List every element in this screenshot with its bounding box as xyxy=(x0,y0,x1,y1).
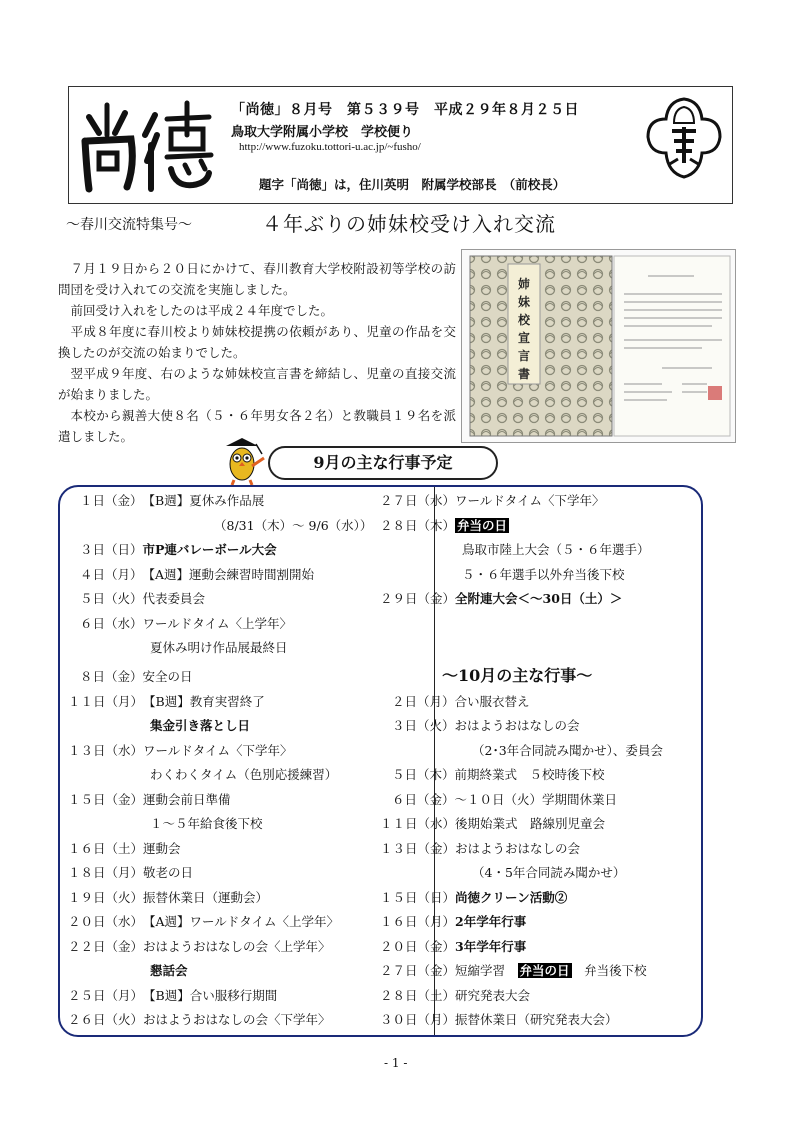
event-row: ２６日（火）おはようおはなしの会〈下学年〉 xyxy=(68,1012,331,1027)
event-row: １９日（火）振替休業日（運動会） xyxy=(68,890,269,905)
photo-label-char: 言 xyxy=(517,349,531,363)
event-row: ８日（金）安全の日 xyxy=(80,669,193,684)
event-row: （2･3年合同読み聞かせ）、委員会 xyxy=(472,743,663,758)
event-row: ２８日（木） 弁当の日 xyxy=(380,518,508,533)
event-row: ２０日（水）【A週】ワールドタイム〈上学年〉 xyxy=(68,914,340,929)
event-row: ２９日（金）全附連大会＜～30日（土）＞ xyxy=(380,591,623,606)
issue-info: 「尚徳」８月号 第５３９号 平成２９年８月２５日 xyxy=(231,102,579,118)
title-credit: 題字「尚徳」は，住川英明 附属学校部長 （前校長） xyxy=(259,177,566,192)
event-schedule xyxy=(58,485,703,1037)
event-row: ２７日（金）短縮学習 弁当の日 弁当後下校 xyxy=(380,963,647,978)
event-row: ３０日（月）振替休業日（研究発表大会） xyxy=(380,1012,618,1027)
newsletter-header xyxy=(68,86,733,204)
event-row: １６日（月）2年学年行事 xyxy=(380,914,527,929)
event-row: １日（金）【B週】夏休み作品展 xyxy=(80,493,265,508)
article-headline: ４年ぶりの姉妹校受け入れ交流 xyxy=(262,212,556,236)
article-paragraph: ７月１９日から２０日にかけて、春川教育大学校附設初等学校の訪問団を受け入れての交流を実施しました。 xyxy=(58,261,456,297)
article-paragraph: 平成８年度に春川校より姉妹校提携の依頼があり、児童の作品を交換したのが交流の始まりでした。 xyxy=(58,324,456,360)
article-paragraph: 本校から親善大使８名（５・６年男女各２名）と教職員１９名を派遣しました。 xyxy=(58,408,456,444)
event-row: ６日（水）ワールドタイム〈上学年〉 xyxy=(80,616,293,631)
event-row: ５日（火）代表委員会 xyxy=(80,591,206,606)
event-row: ３日（火）おはようおはなしの会 xyxy=(392,718,580,733)
photo-label-char: 書 xyxy=(517,367,531,381)
photo-label-char: 妹 xyxy=(517,295,531,309)
event-row: １８日（月）敬老の日 xyxy=(68,865,194,880)
event-row: 懇話会 xyxy=(150,963,188,978)
event-row: １１日（水）後期始業式 路線別児童会 xyxy=(380,816,606,831)
event-row: １１日（月）【B週】教育実習終了 xyxy=(68,694,265,709)
event-row: ２日（月）合い服衣替え xyxy=(392,694,530,709)
calligraphy-logo xyxy=(75,95,225,195)
school-url[interactable]: http://www.fuzoku.tottori-u.ac.jp/~fusho/ xyxy=(239,141,421,153)
special-issue-label: ～春川交流特集号～ xyxy=(66,217,192,233)
event-row: ５日（木）前期終業式 ５校時後下校 xyxy=(392,767,605,782)
event-row: わくわくタイム（色別応援練習） xyxy=(150,767,338,782)
owl-mascot-icon xyxy=(218,436,266,486)
event-row: １５日（日）尚徳クリーン活動② xyxy=(380,890,568,905)
article-body xyxy=(58,258,456,447)
school-crest xyxy=(644,93,724,181)
event-row: （8/31（木）～ 9/6（水）） xyxy=(214,518,373,533)
event-row: １５日（金）運動会前日準備 xyxy=(68,792,231,807)
event-row: １～５年給食後下校 xyxy=(150,816,263,831)
event-row: ３日（日）市P連バレーボール大会 xyxy=(80,542,277,557)
event-row: ２２日（金）おはようおはなしの会〈上学年〉 xyxy=(68,939,331,954)
sister-school-declaration-photo xyxy=(461,249,736,443)
school-name: 鳥取大学附属小学校 学校便り xyxy=(231,125,414,140)
page-number: - 1 - xyxy=(384,1056,408,1070)
photo-label-char: 校 xyxy=(517,313,531,327)
event-row: ５・６年選手以外弁当後下校 xyxy=(462,567,625,582)
event-row: ２７日（水）ワールドタイム〈下学年〉 xyxy=(380,493,605,508)
event-row: １３日（金）おはようおはなしの会 xyxy=(380,841,581,856)
photo-label-char: 宣 xyxy=(517,331,531,345)
event-row: ２０日（金）3年学年行事 xyxy=(380,939,527,954)
event-row: １３日（水）ワールドタイム〈下学年〉 xyxy=(68,743,293,758)
event-row: ４日（月）【A週】運動会練習時間割開始 xyxy=(80,567,315,582)
event-row: 夏休み明け作品展最終日 xyxy=(150,640,288,655)
event-row: （4・5年合同読み聞かせ） xyxy=(472,865,626,880)
article-paragraph: 翌平成９年度、右のような姉妹校宣言書を締結し、児童の直接交流が始まりました。 xyxy=(58,366,456,402)
october-events-title: ～10月の主な行事～ xyxy=(442,666,593,685)
event-row: 鳥取市陸上大会（５・６年選手） xyxy=(462,542,650,557)
article-paragraph: 前回受け入れをしたのは平成２４年度でした。 xyxy=(70,303,334,318)
event-row: ６日（金）～１０日（火）学期間休業日 xyxy=(392,792,618,807)
event-row: ２５日（月）【B週】合い服移行期間 xyxy=(68,988,278,1003)
event-row: ２８日（土）研究発表大会 xyxy=(380,988,531,1003)
event-row: １６日（土）運動会 xyxy=(68,841,181,856)
september-schedule-title: 9月の主な行事予定 xyxy=(268,446,498,480)
photo-label-char: 姉 xyxy=(517,277,531,291)
event-row: 集金引き落とし日 xyxy=(150,718,251,733)
